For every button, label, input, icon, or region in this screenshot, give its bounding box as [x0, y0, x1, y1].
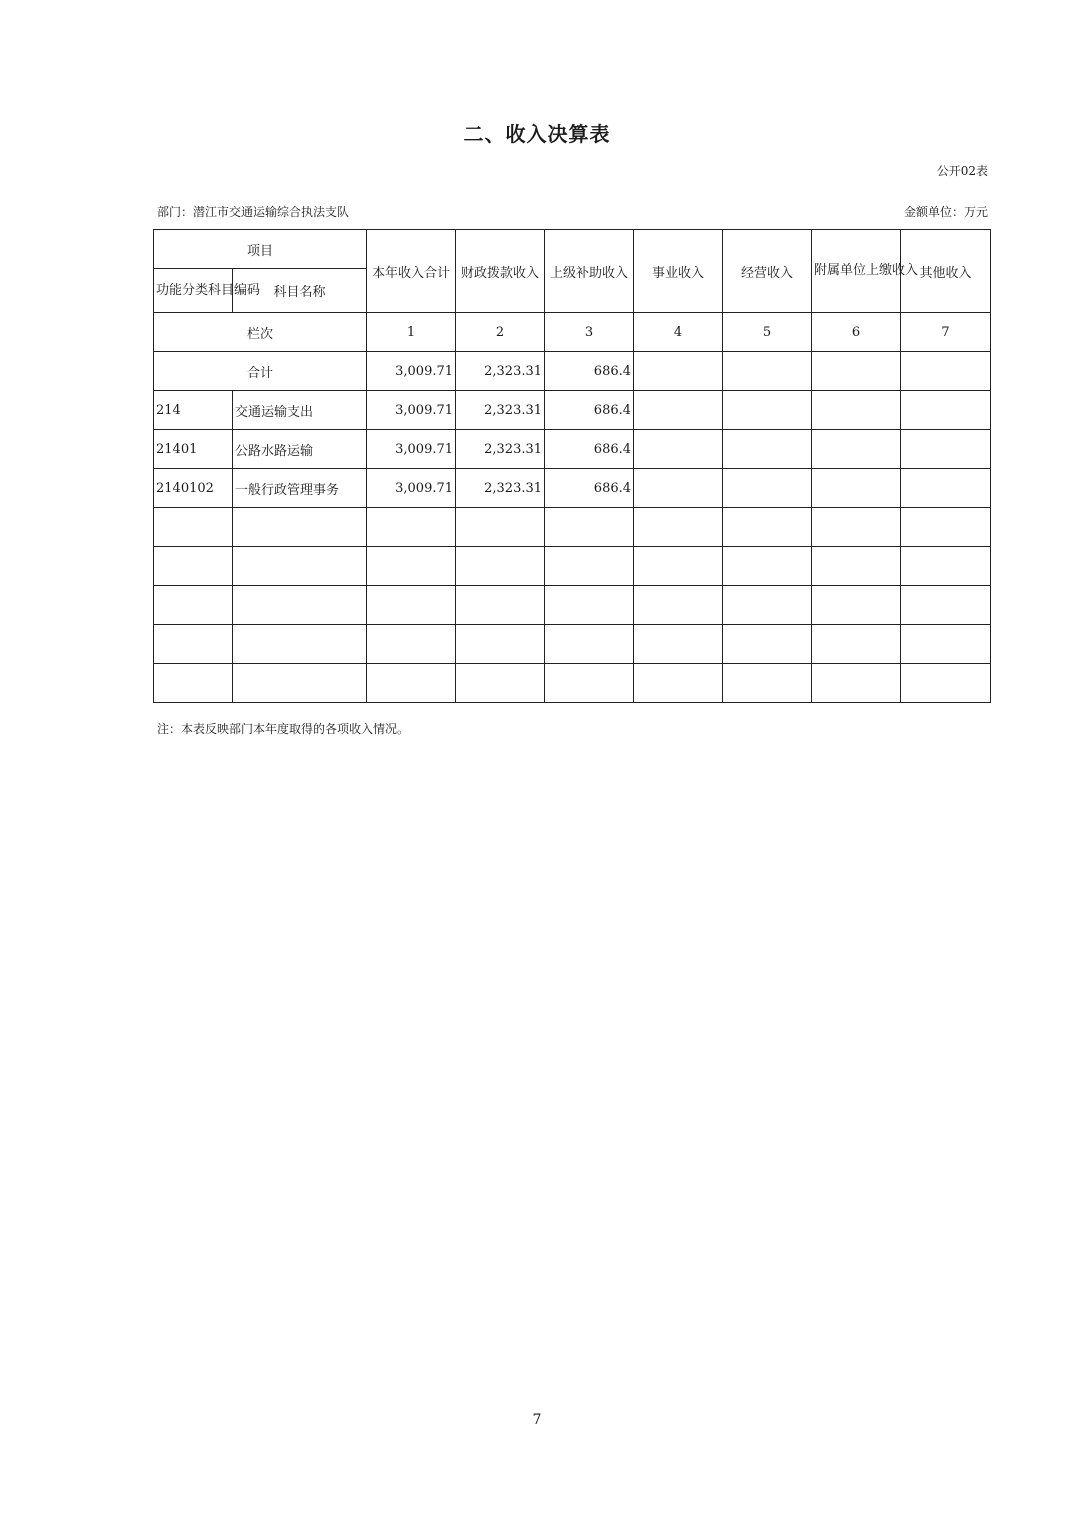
- column-number: 4: [634, 313, 723, 352]
- empty-row: [154, 625, 991, 664]
- column-number: 5: [723, 313, 812, 352]
- form-number: 公开02表: [936, 164, 988, 178]
- column-number: 7: [901, 313, 991, 352]
- row-total: 3,009.71: [367, 469, 456, 508]
- row-fiscal: 2,323.31: [456, 391, 545, 430]
- page-title: 二、收入决算表: [463, 122, 611, 146]
- column-number-row: [154, 313, 991, 352]
- amount-unit-label: 金额单位：万元: [903, 205, 988, 219]
- summary-other: [901, 352, 991, 391]
- header-superior: 上级补助收入: [545, 230, 634, 313]
- summary-operating: [723, 352, 812, 391]
- summary-fiscal: 2,323.31: [456, 352, 545, 391]
- summary-affiliated: [812, 352, 901, 391]
- row-code: 21401: [154, 430, 233, 469]
- row-superior: 686.4: [545, 430, 634, 469]
- table-row: [154, 469, 991, 508]
- row-code: 214: [154, 391, 233, 430]
- summary-superior: 686.4: [545, 352, 634, 391]
- header-affiliated: 附属单位上缴收入: [812, 230, 901, 313]
- empty-row: [154, 586, 991, 625]
- empty-row: [154, 547, 991, 586]
- header-other: 其他收入: [901, 230, 991, 313]
- row-superior: 686.4: [545, 391, 634, 430]
- column-number: 2: [456, 313, 545, 352]
- income-statement-table: [153, 229, 991, 703]
- row-name: 公路水路运输: [233, 430, 367, 469]
- row-fiscal: 2,323.31: [456, 469, 545, 508]
- row-superior: 686.4: [545, 469, 634, 508]
- column-number: 3: [545, 313, 634, 352]
- header-operating: 经营收入: [723, 230, 812, 313]
- header-item: 项目: [154, 230, 367, 269]
- table-row: [154, 430, 991, 469]
- summary-business: [634, 352, 723, 391]
- empty-row: [154, 664, 991, 703]
- row-fiscal: 2,323.31: [456, 430, 545, 469]
- row-name: 交通运输支出: [233, 391, 367, 430]
- summary-total: 3,009.71: [367, 352, 456, 391]
- header-business: 事业收入: [634, 230, 723, 313]
- row-name: 一般行政管理事务: [233, 469, 367, 508]
- header-row-1: [154, 230, 991, 269]
- header-total: 本年收入合计: [367, 230, 456, 313]
- summary-label: 合计: [154, 352, 367, 391]
- table-note: 注：本表反映部门本年度取得的各项收入情况。: [157, 722, 410, 736]
- table-row: [154, 391, 991, 430]
- row-total: 3,009.71: [367, 430, 456, 469]
- summary-row: [154, 352, 991, 391]
- header-code: 功能分类科目编码: [154, 269, 233, 313]
- page-number: 7: [532, 1412, 542, 1428]
- column-number: 1: [367, 313, 456, 352]
- empty-row: [154, 508, 991, 547]
- row-total: 3,009.71: [367, 391, 456, 430]
- column-number: 6: [812, 313, 901, 352]
- column-label: 栏次: [154, 313, 367, 352]
- header-fiscal: 财政拨款收入: [456, 230, 545, 313]
- row-code: 2140102: [154, 469, 233, 508]
- header-name: 科目名称: [233, 269, 367, 313]
- department-label: 部门：潜江市交通运输综合执法支队: [157, 205, 350, 219]
